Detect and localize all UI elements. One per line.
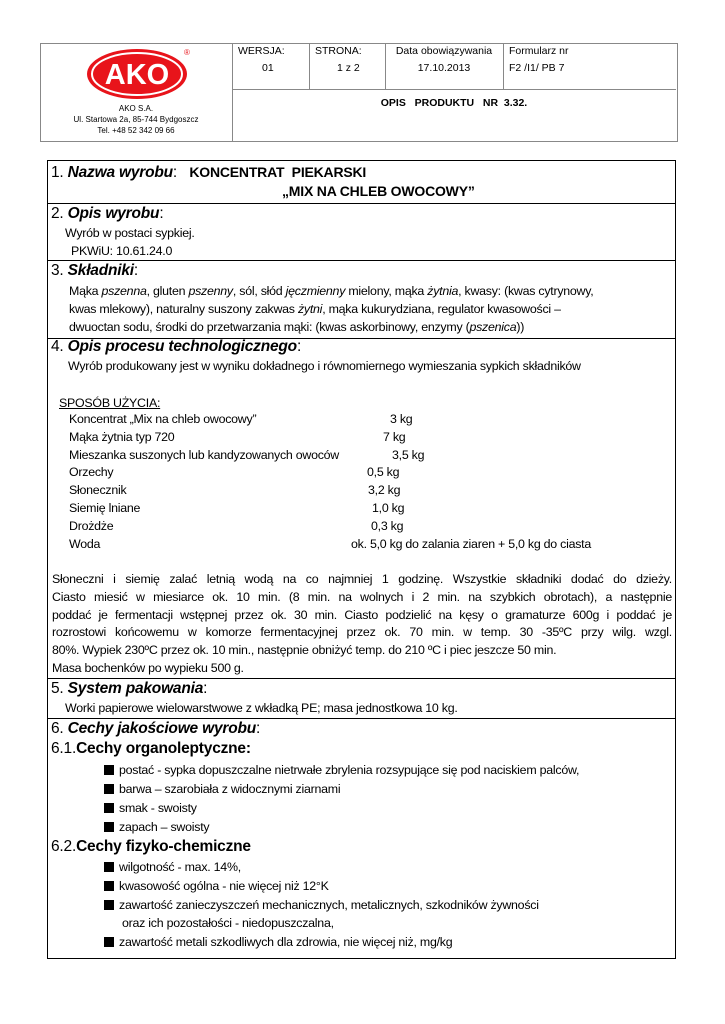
section-1-heading: 1. Nazwa wyrobu: KONCENTRAT PIEKARSKI	[51, 164, 367, 181]
section-5-heading: 5. System pakowania:	[51, 680, 208, 697]
company-phone: Tel. +48 52 342 09 66	[97, 126, 175, 135]
usage-quantity: 3,5 kg	[392, 447, 425, 462]
product-name-line2: „MIX NA CHLEB OWOCOWY”	[282, 183, 475, 199]
process-text: Wyrób produkowany jest w wyniku dokładnego i równomiernego wymieszania sypkich składników	[68, 359, 581, 373]
usage-ingredient: Mieszanka suszonych lub kandyzowanych owoców	[69, 447, 339, 462]
usage-ingredient: Drożdże	[69, 518, 114, 533]
bullet-item	[104, 818, 209, 836]
bullet-item	[104, 877, 329, 895]
usage-ingredient: Słonecznik	[69, 483, 127, 498]
bullet-item	[104, 799, 197, 817]
page-label: STRONA:	[315, 45, 362, 57]
instructions-line: 80%. Wypiek 230ºC przez ok. 10 min., następnie obniżyć temp. do 210 ºC i piec jeszcze 50 min.	[52, 643, 557, 658]
list-continuation: oraz ich pozostałości - niedopuszczalna,	[122, 916, 334, 930]
section-3-heading: 3. Składniki:	[51, 262, 139, 279]
usage-quantity: 3,2 kg	[368, 483, 401, 498]
usage-ingredient: Mąka żytnia typ 720	[69, 429, 175, 444]
bullet-text: barwa – szarobiała z widocznymi ziarnami	[119, 782, 341, 796]
square-bullet-icon	[104, 881, 114, 891]
page-value: 1 z 2	[337, 62, 360, 74]
bullet-item	[104, 858, 241, 876]
usage-title: SPOSÓB UŻYCIA:	[59, 396, 161, 410]
bullet-text: smak - swoisty	[119, 801, 197, 815]
usage-quantity: 3 kg	[390, 412, 413, 426]
pkwiu-code: PKWiU: 10.61.24.0	[71, 244, 173, 258]
packaging-text: Worki papierowe wielowarstwowe z wkładką PE; masa jednostkowa 10 kg.	[65, 701, 458, 715]
date-label: Data obowiązywania	[395, 45, 493, 57]
bullet-text: zawartość metali szkodliwych dla zdrowia, nie więcej niż, mg/kg	[119, 935, 453, 949]
usage-quantity: 1,0 kg	[372, 501, 405, 515]
instructions-line: Słoneczni i siemię zalać letnią wodą na co najmniej 1 godzinę. Wszystkie składniki dodać do dzieży.	[52, 572, 672, 586]
section-6-1-heading: 6.1.Cechy organoleptyczne:	[51, 740, 251, 757]
bullet-text: zawartość zanieczyszczeń mechanicznych, metalicznych, szkodników żywności	[119, 898, 539, 912]
square-bullet-icon	[104, 803, 114, 813]
square-bullet-icon	[104, 822, 114, 832]
square-bullet-icon	[104, 765, 114, 775]
ingredients-line: kwas mlekowy), naturalny suszony zakwas żytni, mąka kukurydziana, regulator kwasowości –	[69, 302, 561, 316]
bullet-text: zapach – swoisty	[119, 820, 210, 834]
usage-quantity: 0,5 kg	[367, 465, 400, 480]
section-4-heading: 4. Opis procesu technologicznego:	[51, 338, 302, 355]
section-2-heading: 2. Opis wyrobu:	[51, 205, 164, 222]
ingredients-line: dwuoctan sodu, środki do przetwarzania mąki: (kwas askorbinowy, enzymy (pszenica))	[69, 320, 525, 334]
bullet-text: postać - sypka dopuszczalne nietrwałe zbrylenia rozsypujące się pod naciskiem palców,	[119, 763, 580, 777]
description-text: Wyrób w postaci sypkiej.	[65, 226, 195, 240]
company-name: AKO S.A.	[118, 104, 154, 113]
instructions-line: Masa bochenków po wypieku 500 g.	[52, 661, 244, 675]
section-6-heading: 6. Cechy jakościowe wyrobu:	[51, 720, 261, 737]
usage-quantity: 7 kg	[383, 429, 406, 444]
svg-text:®: ®	[184, 48, 190, 57]
ingredients-line: Mąka pszenna, gluten pszenny, sól, słód jęczmienny mielony, mąka żytnia, kwasy: (kwas cytrynowy,	[69, 284, 594, 298]
bullet-text: wilgotność - max. 14%,	[119, 860, 241, 874]
square-bullet-icon	[104, 900, 114, 910]
form-value: F2 /I1/ PB 7	[509, 62, 565, 74]
bullet-item	[104, 896, 539, 914]
bullet-item	[104, 933, 452, 951]
section-6-2-heading: 6.2.Cechy fizyko-chemiczne	[51, 838, 251, 855]
square-bullet-icon	[104, 937, 114, 947]
bullet-item	[104, 761, 579, 779]
document-title: OPIS PRODUKTU NR 3.32.	[380, 97, 528, 109]
instructions-line: rozrostowi końcowemu w komorze fermentacyjnej przez ok. 70 min. w temp. 30 -35ºC przy wilg. wzgl.	[52, 625, 672, 640]
product-name-line1: KONCENTRAT PIEKARSKI	[189, 164, 367, 180]
square-bullet-icon	[104, 862, 114, 872]
usage-quantity: ok. 5,0 kg do zalania ziaren + 5,0 kg do ciasta	[351, 536, 592, 551]
instructions-line: Ciasto miesić w miesiarce ok. 10 min. (8 min. na wolnych i 2 min. na szybkich obrotach), a następnie	[52, 589, 672, 604]
usage-ingredient: Koncentrat „Mix na chleb owocowy”	[69, 412, 257, 426]
usage-quantity: 0,3 kg	[371, 518, 404, 533]
company-address: Ul. Startowa 2a, 85-744 Bydgoszcz	[73, 115, 199, 124]
usage-ingredient: Woda	[69, 536, 101, 551]
svg-text:AKO: AKO	[104, 59, 170, 91]
version-label: WERSJA:	[238, 45, 285, 57]
bullet-item	[104, 780, 340, 798]
bullet-text: kwasowość ogólna - nie więcej niż 12°K	[119, 879, 329, 893]
form-label: Formularz nr	[509, 45, 569, 57]
square-bullet-icon	[104, 784, 114, 794]
date-value: 17.10.2013	[417, 62, 471, 74]
instructions-line: poddać je fermentacji wstępnej przez ok. 30 min. Ciasto podzielić na kęsy o gramaturze 600g i poddać je	[52, 607, 672, 622]
version-value: 01	[262, 62, 274, 74]
usage-ingredient: Orzechy	[69, 465, 114, 480]
usage-ingredient: Siemię lniane	[69, 501, 141, 515]
ako-logo	[85, 48, 195, 102]
